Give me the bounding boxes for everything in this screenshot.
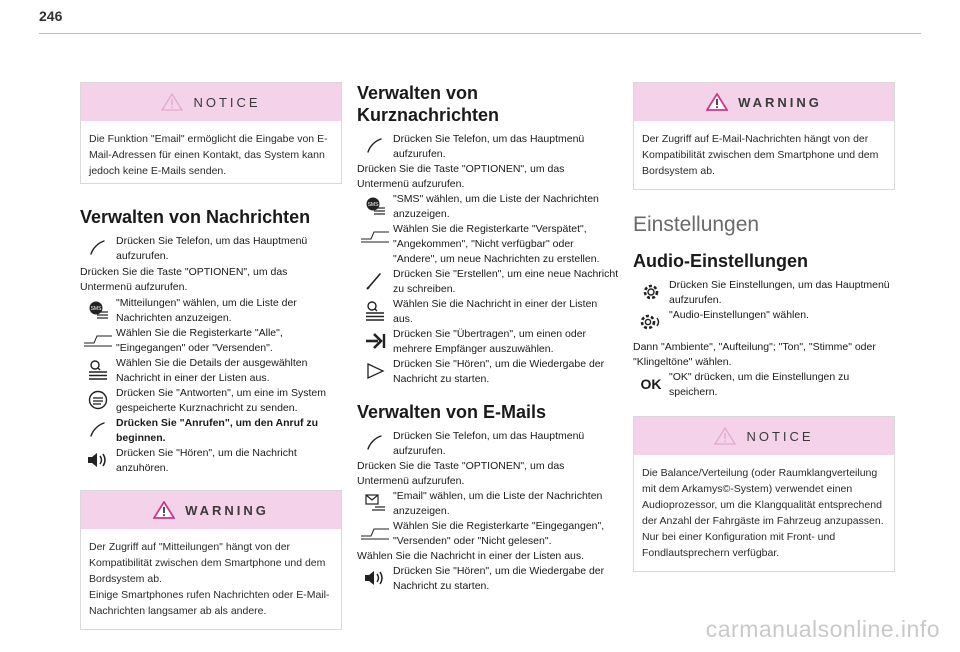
settings-icon	[641, 282, 661, 302]
sms-icon	[364, 196, 386, 216]
phone-icon	[89, 239, 107, 257]
step-text: "SMS" wählen, um die Liste der Nachrichten anzuzeigen.	[393, 193, 599, 220]
svg-text:SMS: SMS	[367, 202, 379, 208]
step-text: Drücken Sie "Erstellen", um eine neue Nachricht zu schreiben.	[393, 268, 619, 295]
section-title: Audio-Einstellungen	[633, 251, 808, 271]
step-item	[80, 296, 342, 326]
step-text: Drücken Sie "Anrufen", um den Anruf zu beginnen.	[116, 417, 319, 444]
list-icon	[87, 359, 109, 381]
speaker-icon	[363, 569, 387, 587]
watermark: carmanualsonline.info	[705, 616, 940, 642]
step-text: Dann "Ambiente", "Aufteilung"; "Ton", "Stimme" oder "Klingeltöne" wählen.	[633, 341, 876, 368]
tab-icon	[360, 229, 390, 243]
step-text: Drücken Sie die Taste "OPTIONEN", um das Untermenü aufzurufen.	[357, 163, 565, 190]
notice-box	[80, 82, 342, 184]
step-text: Drücken Sie die Taste "OPTIONEN", um das Untermenü aufzurufen.	[80, 266, 288, 293]
step-item	[357, 222, 619, 267]
column-1	[80, 82, 342, 652]
step-text: "Email" wählen, um die Liste der Nachrichten anzuzeigen.	[393, 490, 603, 517]
warning-box	[633, 82, 895, 190]
section-title: Verwalten von Kurznachrichten	[357, 83, 500, 125]
notice-header	[634, 417, 894, 455]
step-text: Wählen Sie die Registerkarte "Alle", "Eingegangen" oder "Versenden".	[116, 327, 283, 354]
step-item	[80, 356, 342, 386]
warning-header	[81, 491, 341, 529]
step-text: Drücken Sie "Hören", um die Nachricht anzuhören.	[116, 447, 297, 474]
step-item	[357, 489, 619, 519]
step-text: Wählen Sie die Details der ausgewählten Nachricht in einer der Listen aus.	[116, 357, 308, 384]
phone-icon	[89, 421, 107, 439]
section-title: Verwalten von Nachrichten	[80, 207, 311, 227]
step-item	[357, 327, 619, 357]
notice-text: Die Balance/Verteilung (oder Raumklangverteilung mit dem Arkamys©-System) verwendet einen Audioprozessor, um die Klangqualität entsprechend der Anzahl der Fahrgäste im Fahrzeug anzupassen.	[642, 467, 884, 527]
warning-text: Der Zugriff auf "Mitteilungen" hängt von der Kompatibilität zwischen dem Smartphone und dem Bordsystem ab.	[89, 541, 326, 585]
step-item	[633, 370, 895, 400]
step-text: Wählen Sie die Registerkarte "Verspätet", "Angekommen", "Nicht verfügbar" oder "Andere", um neue Nachrichten zu erstellen.	[393, 223, 600, 265]
step-item	[633, 308, 895, 336]
step-text: Drücken Sie Telefon, um das Hauptmenü aufzurufen.	[116, 235, 308, 262]
step-item	[357, 132, 619, 162]
step-item	[80, 446, 342, 476]
email-section	[357, 401, 619, 594]
tab-icon	[360, 526, 390, 540]
step-item	[357, 519, 619, 549]
step-text: "Audio-Einstellungen" wählen.	[669, 309, 809, 321]
step-item	[80, 386, 342, 416]
speaker-icon	[86, 451, 110, 469]
warning-title: WARNING	[738, 94, 822, 110]
message-icon	[87, 390, 109, 410]
list-icon	[364, 300, 386, 322]
play-icon	[365, 362, 385, 380]
step-text: Wählen Sie die Registerkarte "Eingegangen", "Versenden" oder "Nicht gelesen".	[393, 520, 605, 547]
email-icon	[364, 493, 386, 513]
step-item	[357, 564, 619, 594]
step-text: Drücken Sie Telefon, um das Hauptmenü aufzurufen.	[393, 133, 585, 160]
tab-icon	[83, 333, 113, 347]
pencil-icon	[365, 271, 385, 291]
warning-box	[80, 490, 342, 630]
audio-settings-icon	[638, 312, 664, 332]
step-list	[80, 234, 342, 476]
step-item	[357, 357, 619, 387]
svg-text:SMS: SMS	[90, 306, 102, 312]
column-3	[633, 82, 895, 594]
step-text: "OK" drücken, um die Einstellungen zu speichern.	[669, 371, 850, 398]
column-2	[357, 82, 619, 608]
notice-icon	[161, 93, 183, 111]
step-text: Drücken Sie "Hören", um die Wiedergabe der Nachricht zu starten.	[393, 358, 605, 385]
step-text: "Mitteilungen" wählen, um die Liste der Nachrichten anzuzeigen.	[116, 297, 297, 324]
forward-icon	[364, 332, 386, 350]
step-item	[357, 267, 619, 297]
step-text: Drücken Sie "Übertragen", um einen oder mehrere Empfänger auszuwählen.	[393, 328, 587, 355]
notice-text: Die Funktion "Email" ermöglicht die Eingabe von E-Mail-Adressen für einen Kontakt, das System kann jedoch keine E-Mails senden.	[89, 133, 328, 177]
sms-icon	[87, 300, 109, 320]
notice-title: NOTICE	[746, 428, 814, 444]
step-text: Drücken Sie "Antworten", um eine im System gespeicherte Kurznachricht zu senden.	[116, 387, 326, 414]
step-item	[80, 326, 342, 356]
step-text: Wählen Sie die Nachricht in einer der Listen aus.	[357, 550, 585, 562]
phone-icon	[366, 434, 384, 452]
warning-icon	[706, 93, 728, 111]
page-number: 246	[39, 8, 63, 24]
step-item	[357, 429, 619, 459]
warning-header	[634, 83, 894, 121]
ok-icon: OK	[640, 375, 662, 392]
warning-text-2: Einige Smartphones rufen Nachrichten oder E-Mail-Nachrichten langsamer ab als andere.	[89, 589, 330, 617]
chapter-title: Einstellungen	[633, 213, 760, 236]
step-item	[80, 416, 342, 446]
step-text: Drücken Sie Einstellungen, um das Hauptmenü aufzurufen.	[669, 279, 890, 306]
section-title: Verwalten von E-Mails	[357, 402, 547, 422]
step-item	[357, 297, 619, 327]
sms-section	[357, 82, 619, 387]
step-item	[80, 234, 342, 264]
notice-title: NOTICE	[193, 94, 261, 110]
notice-header	[81, 83, 341, 121]
notice-text-2: Nur bei einer Konfiguration mit Front- und Fondlautsprechern verfügbar.	[642, 531, 836, 559]
warning-icon	[153, 501, 175, 519]
step-item	[357, 192, 619, 222]
header-divider	[39, 33, 921, 34]
warning-text: Der Zugriff auf E-Mail-Nachrichten hängt von der Kompatibilität zwischen dem Smartphone und dem Bordsystem ab.	[642, 133, 879, 177]
phone-icon	[366, 137, 384, 155]
warning-title: WARNING	[185, 502, 269, 518]
step-text: Drücken Sie "Hören", um die Wiedergabe der Nachricht zu starten.	[393, 565, 605, 592]
step-item	[633, 278, 895, 308]
step-text: Wählen Sie die Nachricht in einer der Listen aus.	[393, 298, 598, 325]
notice-box	[633, 416, 895, 572]
step-text: Drücken Sie die Taste "OPTIONEN", um das Untermenü aufzurufen.	[357, 460, 565, 487]
step-text: Drücken Sie Telefon, um das Hauptmenü aufzurufen.	[393, 430, 585, 457]
notice-icon	[714, 427, 736, 445]
